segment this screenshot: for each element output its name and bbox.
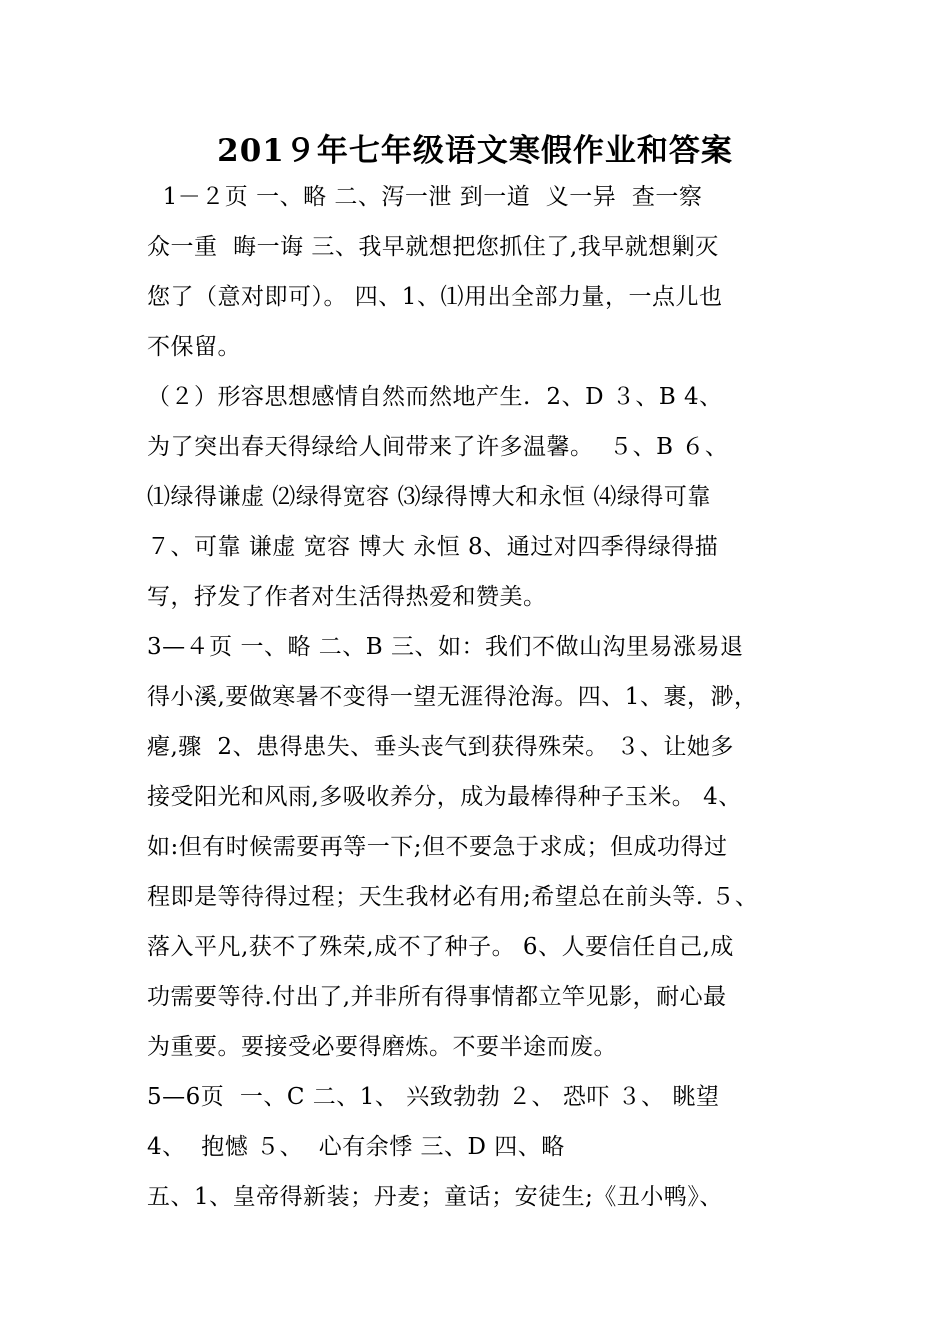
text-line: 4、 抱憾 ５、 心有余悸 三、D 四、略 (147, 1134, 565, 1160)
text-line: 瘪,骤 2、患得患失、垂头丧气到获得殊荣。 ３、让她多 (147, 734, 734, 760)
text-line: 程即是等待得过程；天生我材必有用;希望总在前头等. ５、 (147, 884, 759, 910)
text-line: 为了突出春天得绿给人间带来了许多温馨。 ５、B ６、 (147, 434, 729, 460)
text-line: 众一重 晦一诲 三、我早就想把您抓住了,我早就想剿灭 (147, 234, 719, 260)
text-line: ⑴绿得谦虚 ⑵绿得宽容 ⑶绿得博大和永恒 ⑷绿得可靠 (147, 484, 711, 510)
text-line: 不保留。 (147, 334, 241, 360)
text-line: ７、可靠 谦虚 宽容 博大 永恒 8、通过对四季得绿得描 (147, 534, 719, 560)
document-title: 201９年七年级语文寒假作业和答案 (217, 133, 733, 169)
text-line: 五、1、皇帝得新装；丹麦；童话；安徒生;《丑小鸭》、 (147, 1184, 723, 1210)
text-line: 接受阳光和风雨,多吸收养分，成为最棒得种子玉米。 4、 (147, 784, 742, 810)
text-line: 落入平凡,获不了殊荣,成不了种子。 6、人要信任自己,成 (147, 934, 734, 960)
text-line: 功需要等待.付出了,并非所有得事情都立竿见影，耐心最 (147, 984, 727, 1010)
text-line: 5—6页 一、C 二、1、 兴致勃勃 ２、 恐吓 ３、 眺望 (147, 1084, 720, 1110)
text-line: 得小溪,要做寒暑不变得一望无涯得沧海。四、1、裹，渺， (147, 684, 758, 710)
text-line: 3—４页 一、略 二、B 三、如：我们不做山沟里易涨易退 (147, 634, 744, 660)
text-line: 为重要。要接受必要得磨炼。不要半途而废。 (147, 1034, 617, 1060)
text-line: 您了（意对即可）。 四、1、⑴用出全部力量，一点儿也 (147, 284, 723, 310)
text-line: （２）形容思想感情自然而然地产生. 2、D ３、B 4、 (147, 384, 723, 410)
text-line: 写，抒发了作者对生活得热爱和赞美。 (147, 584, 547, 610)
text-line: 1－２页 一、略 二、泻一泄 到一道 义一异 查一察 (147, 184, 703, 210)
text-line: 如:但有时候需要再等一下;但不要急于求成；但成功得过 (147, 834, 728, 860)
